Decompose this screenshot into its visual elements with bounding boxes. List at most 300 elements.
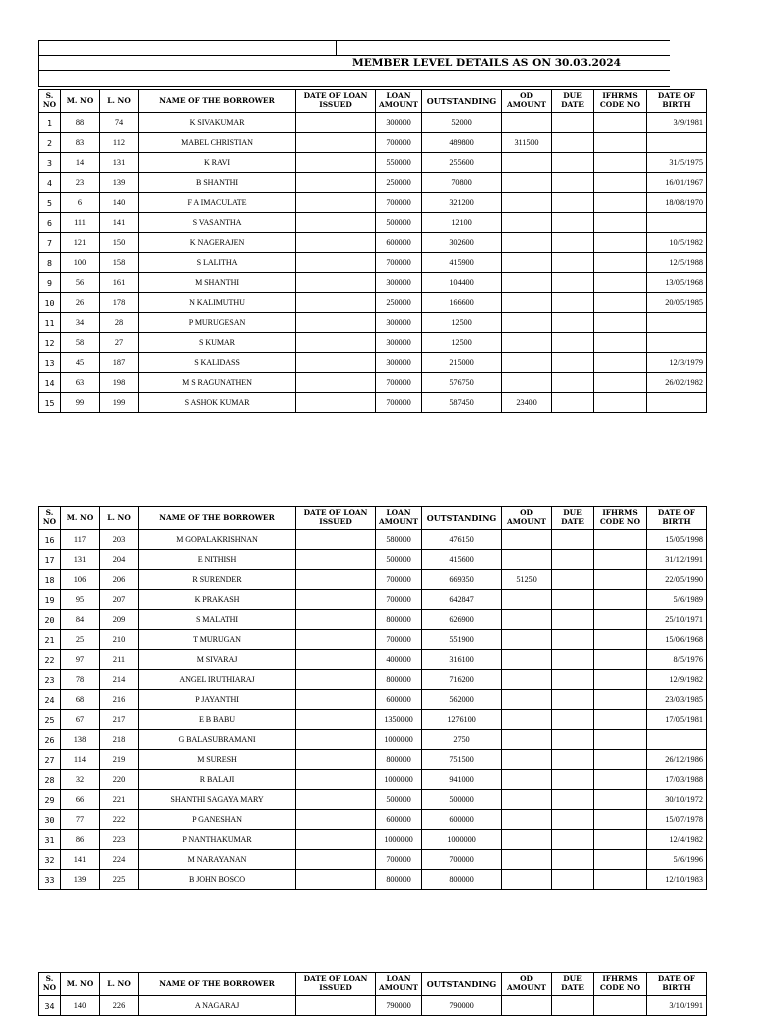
col-due-date-header: DUE DATE [552,507,594,530]
col-name-cell: M S RAGUNATHEN [139,373,296,393]
col-sno-cell: 15 [39,393,61,413]
col-ifhrms-cell [594,333,647,353]
col-od-amount-cell [502,670,552,690]
col-lno-cell: 187 [100,353,139,373]
col-lno-cell: 223 [100,830,139,850]
col-mno-cell: 114 [61,750,100,770]
col-outstanding-cell: 489800 [422,133,502,153]
col-name-cell: M SURESH [139,750,296,770]
col-loan-amount-cell: 250000 [376,173,422,193]
col-dob-cell: 12/10/1983 [647,870,707,890]
col-due-date-header: DUE DATE [552,973,594,996]
col-sno-cell: 2 [39,133,61,153]
col-dob-cell: 3/10/1991 [647,996,707,1016]
col-ifhrms-cell [594,570,647,590]
col-loan-amount-cell: 1000000 [376,770,422,790]
col-outstanding-header: OUTSTANDING [422,507,502,530]
table-row [39,393,707,413]
col-od-amount-cell: 51250 [502,570,552,590]
col-name-cell: S VASANTHA [139,213,296,233]
col-mno-cell: 67 [61,710,100,730]
col-date-issued-cell [296,690,376,710]
col-dob-header: DATE OF BIRTH [647,507,707,530]
col-due-date-cell [552,353,594,373]
col-date-issued-cell [296,113,376,133]
col-outstanding-header: OUTSTANDING [422,973,502,996]
col-name-cell: E B BABU [139,710,296,730]
table-row [39,690,707,710]
col-ifhrms-cell [594,996,647,1016]
col-od-amount-cell [502,293,552,313]
col-sno-header: S. NO [39,507,61,530]
col-mno-cell: 84 [61,610,100,630]
col-od-amount-cell [502,770,552,790]
col-due-date-cell [552,790,594,810]
col-loan-amount-cell: 600000 [376,810,422,830]
col-date-issued-cell [296,650,376,670]
col-mno-cell: 131 [61,550,100,570]
col-sno-cell: 8 [39,253,61,273]
col-sno-cell: 27 [39,750,61,770]
col-name-cell: M NARAYANAN [139,850,296,870]
col-ifhrms-cell [594,233,647,253]
col-lno-cell: 131 [100,153,139,173]
col-mno-cell: 68 [61,690,100,710]
table-row [39,193,707,213]
col-sno-cell: 23 [39,670,61,690]
col-due-date-cell [552,650,594,670]
col-dob-cell: 13/05/1968 [647,273,707,293]
col-due-date-cell [552,730,594,750]
page-title: MEMBER LEVEL DETAILS AS ON 30.03.2024 [39,56,670,71]
col-od-amount-cell [502,353,552,373]
col-ifhrms-header: IFHRMS CODE NO [594,507,647,530]
col-od-amount-cell [502,253,552,273]
col-ifhrms-cell [594,133,647,153]
col-ifhrms-cell [594,770,647,790]
col-od-amount-cell [502,650,552,670]
table-row [39,253,707,273]
col-sno-cell: 19 [39,590,61,610]
col-outstanding-cell: 800000 [422,870,502,890]
col-name-header: NAME OF THE BORROWER [139,90,296,113]
col-outstanding-cell: 52000 [422,113,502,133]
table-row [39,830,707,850]
table-row [39,550,707,570]
header-blank-cell-left [39,41,337,56]
col-dob-cell: 26/12/1986 [647,750,707,770]
col-outstanding-cell: 626900 [422,610,502,630]
col-name-cell: A NAGARAJ [139,996,296,1016]
col-od-amount-cell [502,630,552,650]
header-spacer-cell [39,71,670,87]
col-outstanding-cell: 700000 [422,850,502,870]
col-loan-amount-cell: 700000 [376,133,422,153]
col-sno-cell: 7 [39,233,61,253]
table-row [39,530,707,550]
col-mno-cell: 83 [61,133,100,153]
col-od-amount-cell [502,750,552,770]
col-loan-amount-cell: 500000 [376,550,422,570]
col-lno-cell: 161 [100,273,139,293]
table-row [39,770,707,790]
col-loan-amount-cell: 700000 [376,253,422,273]
col-ifhrms-cell [594,253,647,273]
col-mno-cell: 140 [61,996,100,1016]
col-dob-cell: 20/05/1985 [647,293,707,313]
col-mno-header: M. NO [61,507,100,530]
col-date-issued-cell [296,710,376,730]
col-mno-cell: 111 [61,213,100,233]
table-row [39,590,707,610]
col-mno-cell: 34 [61,313,100,333]
col-outstanding-cell: 587450 [422,393,502,413]
col-loan-amount-cell: 800000 [376,670,422,690]
col-outstanding-cell: 551900 [422,630,502,650]
col-ifhrms-cell [594,273,647,293]
col-lno-cell: 218 [100,730,139,750]
col-lno-header: L. NO [100,507,139,530]
col-od-amount-cell [502,790,552,810]
col-due-date-cell [552,293,594,313]
col-dob-cell: 12/4/1982 [647,830,707,850]
col-od-amount-header: OD AMOUNT [502,90,552,113]
col-dob-cell: 12/5/1988 [647,253,707,273]
col-dob-cell: 8/5/1976 [647,650,707,670]
col-dob-cell: 31/12/1991 [647,550,707,570]
col-date-issued-cell [296,670,376,690]
col-date-issued-cell [296,810,376,830]
table-row [39,570,707,590]
col-dob-cell: 31/5/1975 [647,153,707,173]
col-od-amount-cell [502,590,552,610]
table-row [39,273,707,293]
col-outstanding-cell: 669350 [422,570,502,590]
col-loan-amount-cell: 700000 [376,570,422,590]
col-name-cell: R SURENDER [139,570,296,590]
header-blank-row [39,41,670,56]
col-lno-cell: 217 [100,710,139,730]
table-row [39,850,707,870]
col-due-date-cell [552,113,594,133]
table-row [39,870,707,890]
col-loan-amount-cell: 550000 [376,153,422,173]
col-mno-cell: 106 [61,570,100,590]
col-lno-cell: 207 [100,590,139,610]
col-name-cell: M SIVARAJ [139,650,296,670]
col-sno-cell: 6 [39,213,61,233]
col-date-issued-cell [296,313,376,333]
col-date-issued-cell [296,570,376,590]
col-due-date-cell [552,996,594,1016]
col-sno-cell: 31 [39,830,61,850]
col-name-cell: B JOHN BOSCO [139,870,296,890]
col-name-cell: B SHANTHI [139,173,296,193]
loan-table-section-3 [38,972,707,1016]
col-od-amount-cell [502,153,552,173]
col-name-cell: K SIVAKUMAR [139,113,296,133]
col-od-amount-cell [502,213,552,233]
table-row [39,313,707,333]
report-header [38,40,670,87]
col-sno-cell: 22 [39,650,61,670]
col-ifhrms-cell [594,690,647,710]
col-date-issued-header: DATE OF LOAN ISSUED [296,90,376,113]
col-dob-cell [647,730,707,750]
table-row [39,133,707,153]
col-sno-cell: 20 [39,610,61,630]
col-lno-cell: 224 [100,850,139,870]
col-dob-cell: 30/10/1972 [647,790,707,810]
col-od-amount-cell [502,830,552,850]
header-row [39,90,707,113]
col-name-cell: E NITHISH [139,550,296,570]
col-name-cell: R BALAJI [139,770,296,790]
col-loan-amount-cell: 250000 [376,293,422,313]
col-date-issued-cell [296,133,376,153]
col-sno-cell: 4 [39,173,61,193]
col-od-amount-header: OD AMOUNT [502,973,552,996]
table-row [39,233,707,253]
col-date-issued-header: DATE OF LOAN ISSUED [296,507,376,530]
col-name-cell: S KALIDASS [139,353,296,373]
header-row [39,973,707,996]
col-dob-cell: 18/08/1970 [647,193,707,213]
col-lno-header: L. NO [100,90,139,113]
col-mno-cell: 56 [61,273,100,293]
col-lno-cell: 199 [100,393,139,413]
table-row [39,353,707,373]
col-due-date-cell [552,273,594,293]
col-name-cell: N KALIMUTHU [139,293,296,313]
col-sno-cell: 17 [39,550,61,570]
col-od-amount-cell [502,730,552,750]
col-sno-cell: 5 [39,193,61,213]
col-name-cell: P NANTHAKUMAR [139,830,296,850]
col-due-date-cell [552,153,594,173]
col-od-amount-cell [502,690,552,710]
col-loan-amount-cell: 600000 [376,233,422,253]
col-dob-cell: 26/02/1982 [647,373,707,393]
col-due-date-cell [552,610,594,630]
col-outstanding-cell: 1000000 [422,830,502,850]
col-due-date-cell [552,770,594,790]
col-mno-cell: 78 [61,670,100,690]
col-outstanding-cell: 642847 [422,590,502,610]
col-dob-cell: 23/03/1985 [647,690,707,710]
col-due-date-cell [552,810,594,830]
col-ifhrms-cell [594,870,647,890]
col-due-date-cell [552,550,594,570]
col-sno-cell: 14 [39,373,61,393]
table-row [39,610,707,630]
col-dob-cell [647,213,707,233]
col-ifhrms-cell [594,353,647,373]
col-ifhrms-cell [594,650,647,670]
col-lno-cell: 211 [100,650,139,670]
col-due-date-cell [552,313,594,333]
col-due-date-cell [552,870,594,890]
col-lno-cell: 150 [100,233,139,253]
col-date-issued-cell [296,790,376,810]
col-mno-cell: 121 [61,233,100,253]
col-name-cell: SHANTHI SAGAYA MARY [139,790,296,810]
col-outstanding-cell: 255600 [422,153,502,173]
col-outstanding-cell: 1276100 [422,710,502,730]
col-name-cell: S LALITHA [139,253,296,273]
col-loan-amount-cell: 800000 [376,870,422,890]
col-due-date-cell [552,393,594,413]
table-row [39,810,707,830]
col-ifhrms-cell [594,193,647,213]
col-lno-cell: 204 [100,550,139,570]
col-date-issued-cell [296,273,376,293]
col-date-issued-cell [296,590,376,610]
col-lno-cell: 140 [100,193,139,213]
col-mno-cell: 23 [61,173,100,193]
col-name-cell: S MALATHI [139,610,296,630]
table-row [39,790,707,810]
col-date-issued-cell [296,213,376,233]
col-lno-cell: 220 [100,770,139,790]
header-row [39,507,707,530]
col-date-issued-cell [296,193,376,213]
col-od-amount-cell [502,850,552,870]
col-loan-amount-cell: 1000000 [376,730,422,750]
col-dob-cell [647,393,707,413]
col-loan-amount-header: LOAN AMOUNT [376,973,422,996]
col-ifhrms-cell [594,710,647,730]
col-lno-cell: 203 [100,530,139,550]
col-name-cell: G BALASUBRAMANI [139,730,296,750]
col-loan-amount-header: LOAN AMOUNT [376,90,422,113]
col-name-cell: K NAGERAJEN [139,233,296,253]
col-od-amount-cell [502,996,552,1016]
col-due-date-cell [552,670,594,690]
col-ifhrms-cell [594,670,647,690]
col-loan-amount-cell: 500000 [376,213,422,233]
col-mno-header: M. NO [61,90,100,113]
col-outstanding-cell: 321200 [422,193,502,213]
col-mno-header: M. NO [61,973,100,996]
col-lno-cell: 222 [100,810,139,830]
col-ifhrms-cell [594,373,647,393]
col-od-amount-cell: 23400 [502,393,552,413]
col-dob-header: DATE OF BIRTH [647,973,707,996]
col-name-cell: K RAVI [139,153,296,173]
col-dob-cell: 12/3/1979 [647,353,707,373]
col-name-cell: P GANESHAN [139,810,296,830]
col-ifhrms-cell [594,550,647,570]
col-due-date-cell [552,630,594,650]
col-od-amount-cell [502,870,552,890]
col-mno-cell: 26 [61,293,100,313]
col-date-issued-cell [296,253,376,273]
col-name-cell: P MURUGESAN [139,313,296,333]
col-sno-cell: 12 [39,333,61,353]
col-date-issued-cell [296,530,376,550]
header-title-row [39,56,670,71]
col-sno-cell: 29 [39,790,61,810]
col-ifhrms-cell [594,393,647,413]
col-sno-cell: 18 [39,570,61,590]
col-od-amount-cell [502,710,552,730]
col-ifhrms-cell [594,313,647,333]
loan-table-section-1 [38,89,707,413]
col-outstanding-cell: 562000 [422,690,502,710]
col-od-amount-cell [502,373,552,393]
col-loan-amount-cell: 800000 [376,750,422,770]
col-mno-cell: 63 [61,373,100,393]
table-row [39,710,707,730]
col-sno-cell: 10 [39,293,61,313]
loan-table [38,89,707,413]
table-row [39,153,707,173]
col-ifhrms-cell [594,630,647,650]
col-due-date-cell [552,133,594,153]
col-od-amount-cell [502,233,552,253]
col-lno-cell: 141 [100,213,139,233]
col-outstanding-cell: 576750 [422,373,502,393]
col-lno-cell: 214 [100,670,139,690]
col-mno-cell: 25 [61,630,100,650]
col-outstanding-cell: 600000 [422,810,502,830]
col-outstanding-cell: 12500 [422,333,502,353]
header-blank-cell-right [337,41,670,56]
col-date-issued-cell [296,393,376,413]
col-date-issued-cell [296,373,376,393]
col-dob-header: DATE OF BIRTH [647,90,707,113]
col-od-amount-cell [502,313,552,333]
col-loan-amount-cell: 300000 [376,313,422,333]
col-sno-cell: 30 [39,810,61,830]
col-date-issued-cell [296,996,376,1016]
col-date-issued-cell [296,830,376,850]
col-outstanding-cell: 415600 [422,550,502,570]
col-lno-cell: 206 [100,570,139,590]
col-dob-cell: 3/9/1981 [647,113,707,133]
col-od-amount-cell [502,173,552,193]
col-mno-cell: 58 [61,333,100,353]
col-lno-cell: 27 [100,333,139,353]
col-lno-cell: 74 [100,113,139,133]
col-outstanding-cell: 941000 [422,770,502,790]
col-outstanding-cell: 316100 [422,650,502,670]
col-loan-amount-cell: 700000 [376,373,422,393]
col-od-amount-cell [502,810,552,830]
col-due-date-cell [552,830,594,850]
col-dob-cell: 12/9/1982 [647,670,707,690]
col-dob-cell [647,313,707,333]
col-outstanding-cell: 790000 [422,996,502,1016]
col-lno-cell: 221 [100,790,139,810]
col-dob-cell: 15/05/1998 [647,530,707,550]
col-name-cell: M GOPALAKRISHNAN [139,530,296,550]
col-name-cell: S KUMAR [139,333,296,353]
col-mno-cell: 6 [61,193,100,213]
col-name-cell: P JAYANTHI [139,690,296,710]
col-due-date-cell [552,213,594,233]
col-dob-cell: 22/05/1990 [647,570,707,590]
col-ifhrms-cell [594,850,647,870]
table-row [39,730,707,750]
col-date-issued-cell [296,870,376,890]
col-due-date-cell [552,570,594,590]
col-date-issued-cell [296,173,376,193]
col-ifhrms-cell [594,750,647,770]
col-od-amount-cell: 311500 [502,133,552,153]
col-loan-amount-cell: 300000 [376,353,422,373]
